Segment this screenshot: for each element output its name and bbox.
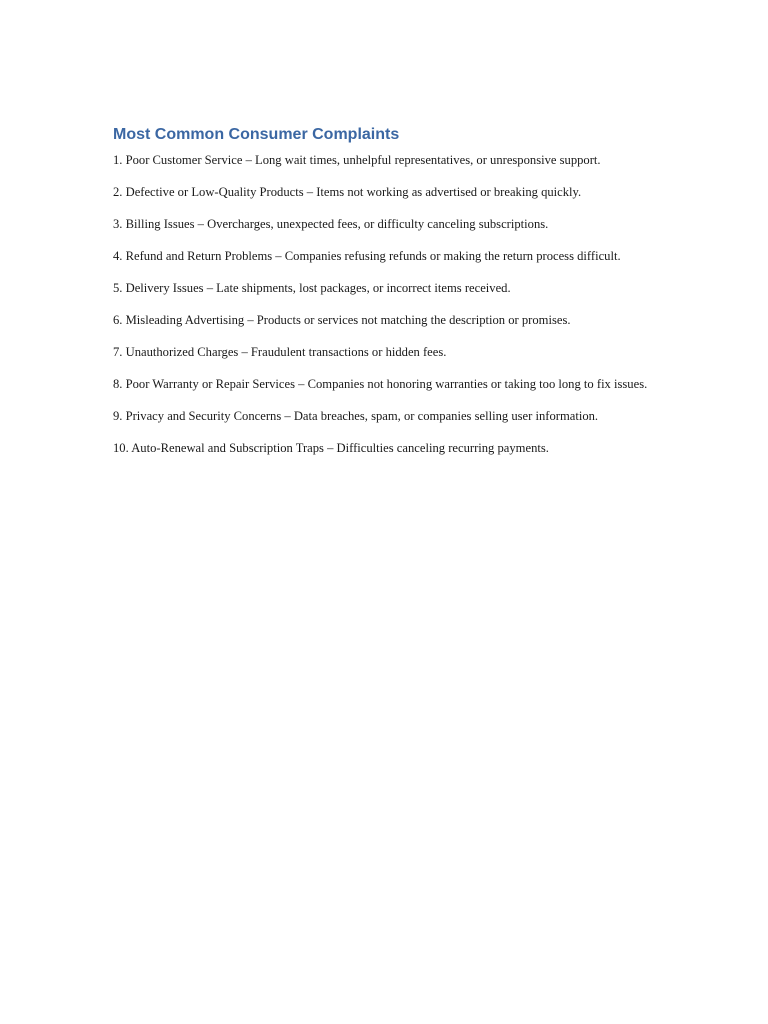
- complaints-list: [113, 151, 658, 459]
- list-item: 9. Privacy and Security Concerns – Data breaches, spam, or companies selling user information.: [113, 409, 599, 423]
- list-item: 4. Refund and Return Problems – Companies refusing refunds or making the return process difficult.: [113, 249, 621, 263]
- list-item: 2. Defective or Low-Quality Products – Items not working as advertised or breaking quickly.: [113, 185, 582, 199]
- list-item: 10. Auto-Renewal and Subscription Traps – Difficulties canceling recurring payments.: [113, 441, 549, 455]
- list-item: 6. Misleading Advertising – Products or services not matching the description or promises.: [113, 313, 571, 327]
- list-item: 3. Billing Issues – Overcharges, unexpected fees, or difficulty canceling subscriptions.: [113, 217, 549, 231]
- document-body: [113, 124, 658, 471]
- page-title: Most Common Consumer Complaints: [113, 126, 400, 143]
- list-item: 5. Delivery Issues – Late shipments, lost packages, or incorrect items received.: [113, 281, 511, 295]
- list-item: 8. Poor Warranty or Repair Services – Companies not honoring warranties or taking too long to fix issues.: [113, 377, 648, 391]
- list-item: 7. Unauthorized Charges – Fraudulent transactions or hidden fees.: [113, 345, 447, 359]
- list-item: 1. Poor Customer Service – Long wait times, unhelpful representatives, or unresponsive support.: [113, 153, 601, 167]
